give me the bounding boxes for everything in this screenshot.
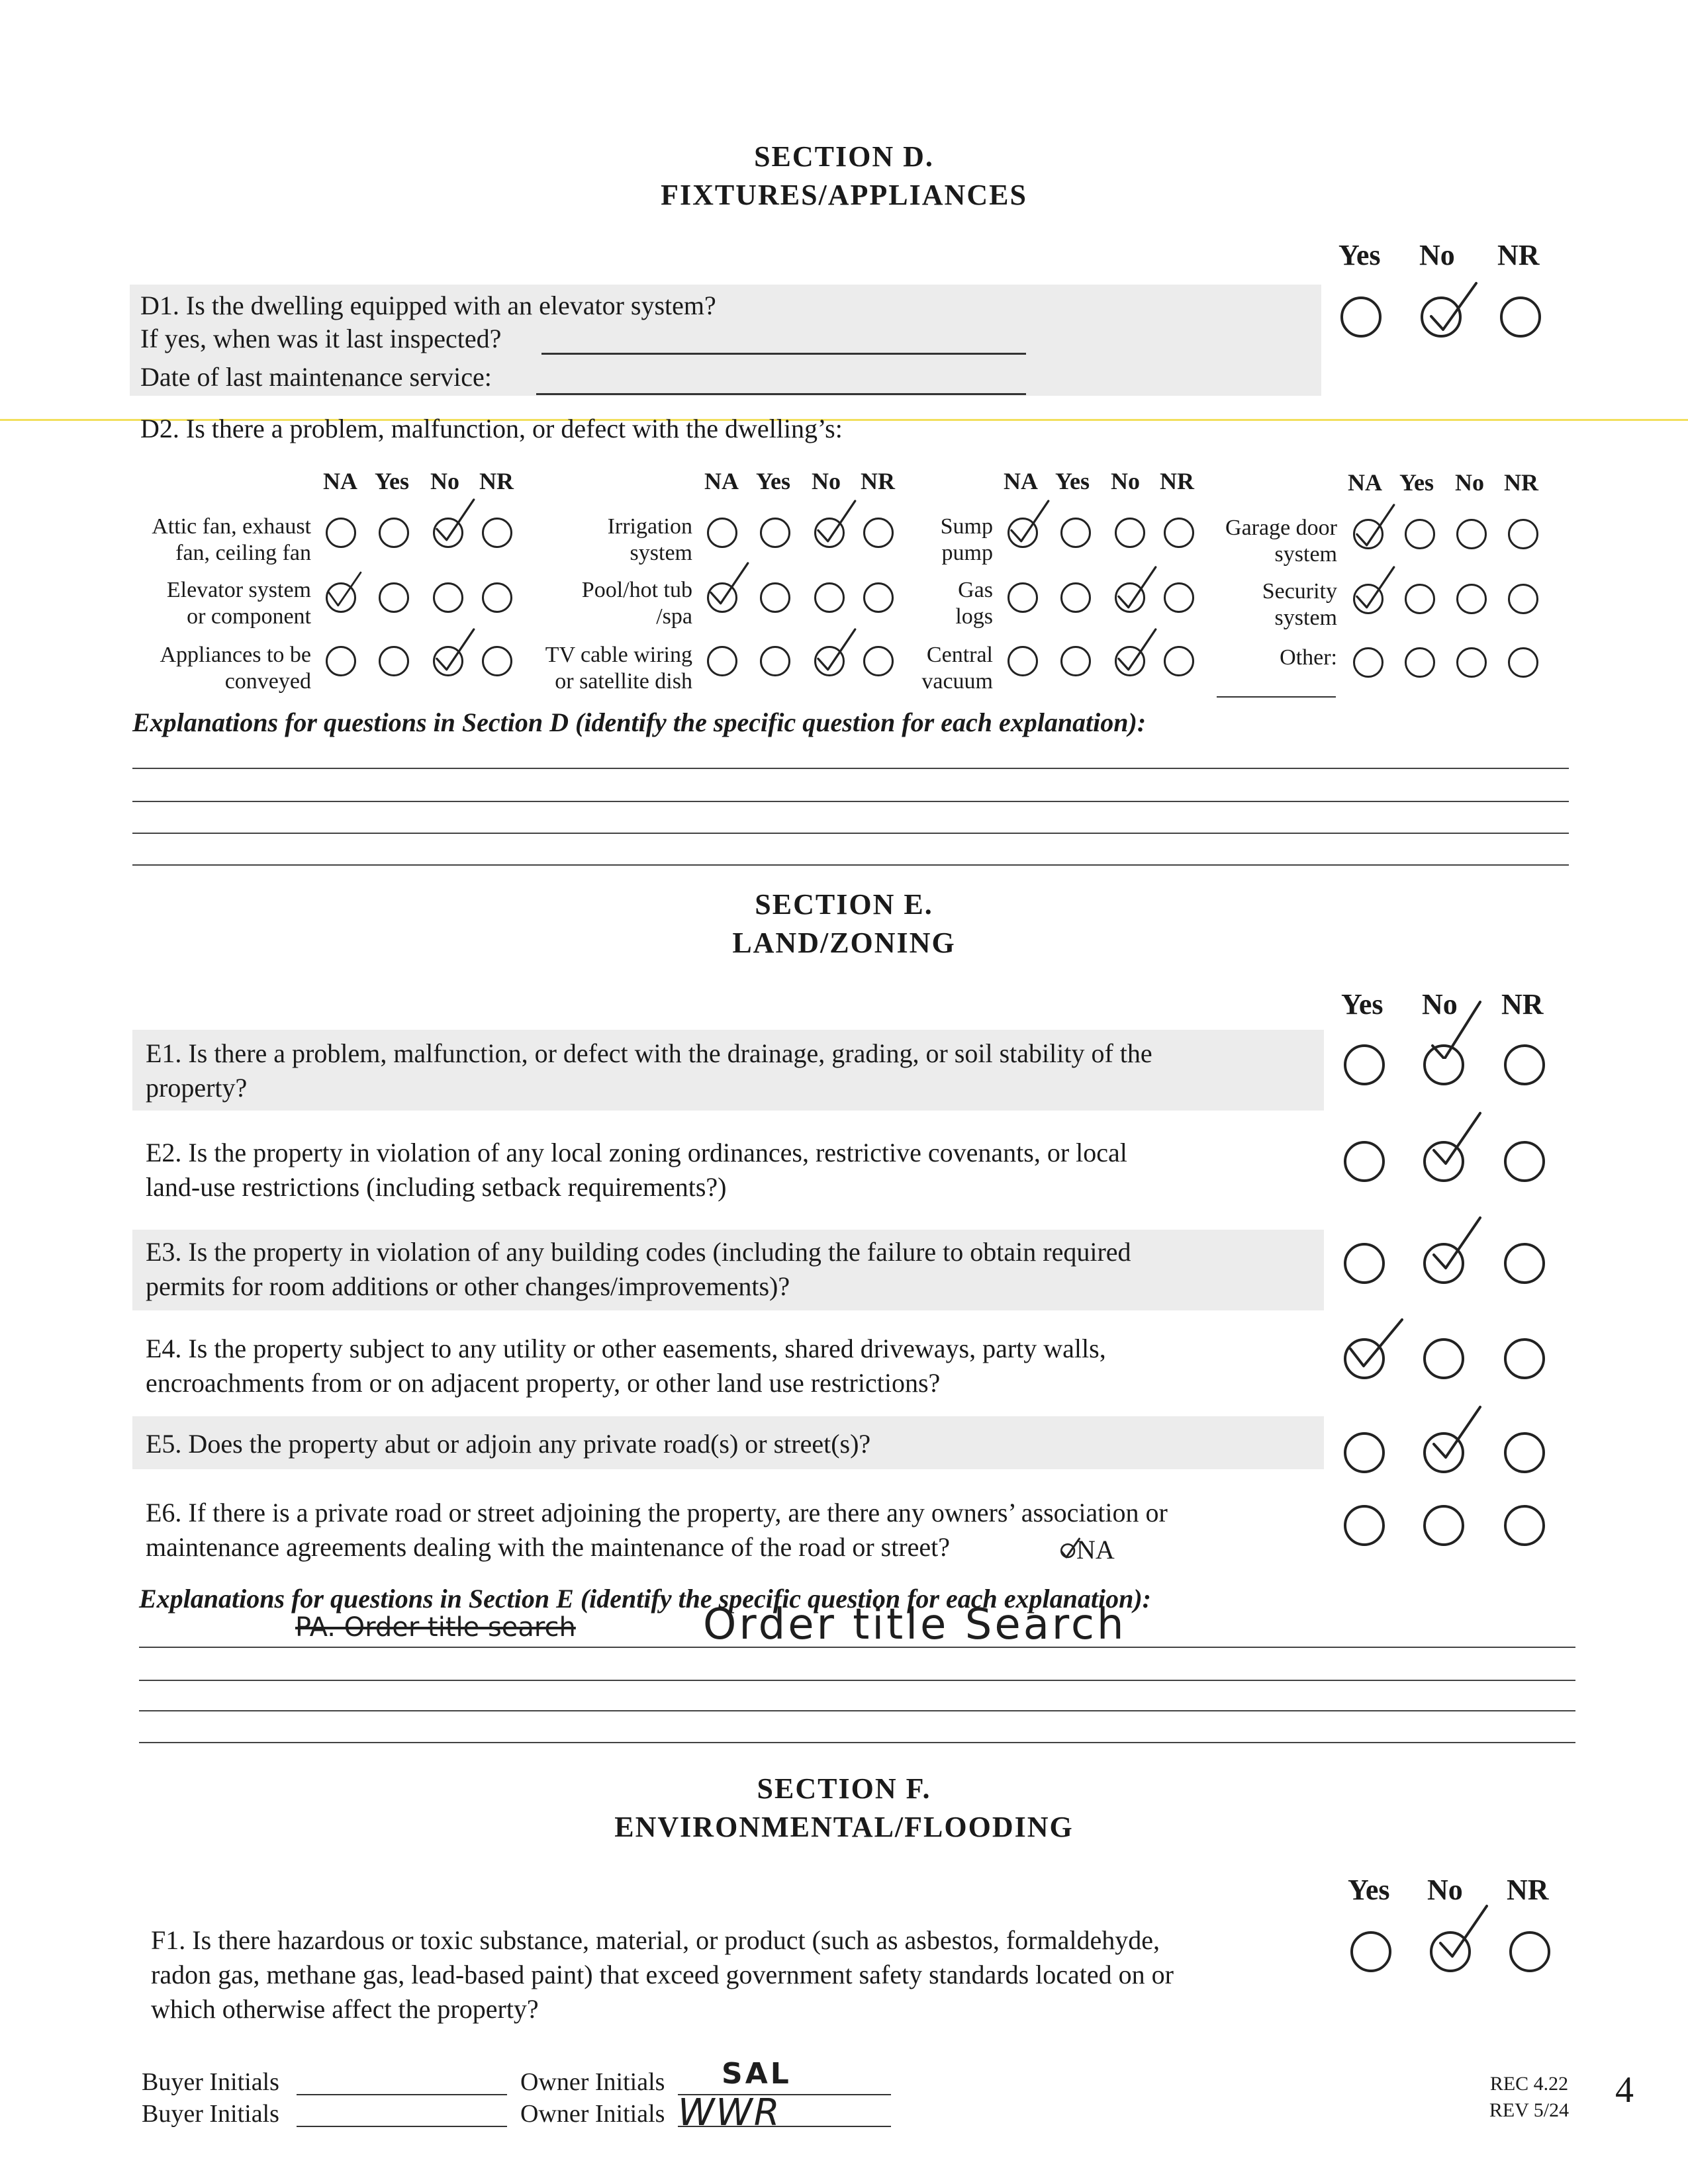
- section-d-col-no: No: [1419, 239, 1455, 271]
- e5-question: E5. Does the property abut or adjoin any private road(s) or street(s)?: [146, 1429, 871, 1459]
- attic-fan-label: Attic fan, exhaust fan, ceiling fan: [152, 514, 311, 565]
- e5-no-radio[interactable]: [1423, 1432, 1464, 1473]
- gas-logs-label: Gas logs: [955, 578, 993, 629]
- buyer-initials-label-2: Buyer Initials: [142, 2100, 279, 2128]
- struck-handwriting: PA. Order title search: [295, 1612, 576, 1643]
- d1-nr-radio[interactable]: [1500, 296, 1541, 338]
- e2-no-radio[interactable]: [1423, 1141, 1464, 1182]
- e2-question-line1: E2. Is the property in violation of any local zoning ordinances, restrictive covenants, or local: [146, 1138, 1127, 1167]
- handwritten-explanation: Order title Search: [703, 1600, 1127, 1649]
- owner-initials-handwriting-1: SAL: [722, 2057, 792, 2091]
- irrigation-no[interactable]: [814, 518, 845, 548]
- other-na[interactable]: [1353, 647, 1383, 678]
- section-e-explanation-line-3[interactable]: [139, 1710, 1575, 1711]
- d1-maintenance-label: Date of last maintenance service:: [140, 362, 492, 392]
- appliances-yes[interactable]: [379, 646, 409, 676]
- section-d-explanation-line-2[interactable]: [132, 801, 1569, 802]
- attic-no[interactable]: [433, 518, 463, 548]
- tv-nr[interactable]: [863, 646, 894, 676]
- g2-col-yes: Yes: [756, 468, 790, 494]
- e5-yes-radio[interactable]: [1344, 1432, 1385, 1473]
- section-e-col-yes: Yes: [1341, 988, 1383, 1021]
- e4-question-line1: E4. Is the property subject to any utility or other easements, shared driveways, party walls,: [146, 1334, 1106, 1363]
- g3-col-na: NA: [1004, 468, 1038, 494]
- e6-question-line1: E6. If there is a private road or street adjoining the property, are there any owners’ association or: [146, 1498, 1168, 1527]
- gas-no[interactable]: [1115, 582, 1145, 613]
- g1-col-na: NA: [323, 468, 357, 494]
- e1-no-radio[interactable]: [1423, 1044, 1464, 1085]
- page-number: 4: [1615, 2070, 1634, 2111]
- e6-na-note: NA: [1076, 1535, 1115, 1565]
- g2-col-na: NA: [704, 468, 739, 494]
- elevator-no[interactable]: [433, 582, 463, 613]
- section-d-explanations-label: Explanations for questions in Section D (identify the specific question for each explanation):: [132, 707, 1147, 737]
- e4-nr-radio[interactable]: [1504, 1338, 1545, 1379]
- e3-question-line2: permits for room additions or other changes/improvements)?: [146, 1271, 790, 1301]
- e6-no-radio[interactable]: [1423, 1505, 1464, 1546]
- tv-cable-label: TV cable wiring or satellite dish: [545, 643, 692, 694]
- owner-initials-label-1: Owner Initials: [520, 2068, 665, 2096]
- pool-nr[interactable]: [863, 582, 894, 613]
- sump-yes[interactable]: [1060, 518, 1091, 548]
- sump-nr[interactable]: [1164, 518, 1194, 548]
- e4-no-radio[interactable]: [1423, 1338, 1464, 1379]
- pool-na[interactable]: [707, 582, 737, 613]
- section-e-explanation-line-1[interactable]: [139, 1647, 1575, 1648]
- other-field[interactable]: [1217, 696, 1336, 698]
- section-d-explanation-line-1[interactable]: [132, 768, 1569, 769]
- sump-no[interactable]: [1115, 518, 1145, 548]
- d1-inspected-field[interactable]: [541, 353, 1026, 355]
- appliances-no[interactable]: [433, 646, 463, 676]
- appliances-label: Appliances to be conveyed: [160, 643, 311, 694]
- security-no[interactable]: [1456, 584, 1487, 614]
- d1-maintenance-field[interactable]: [536, 393, 1026, 395]
- owner-initials-label-2: Owner Initials: [520, 2100, 665, 2128]
- d1-question: D1. Is the dwelling equipped with an elevator system?: [140, 291, 716, 320]
- e3-question-line1: E3. Is the property in violation of any building codes (including the failure to obtain required: [146, 1237, 1131, 1267]
- attic-yes[interactable]: [379, 518, 409, 548]
- d1-yes-radio[interactable]: [1340, 296, 1382, 338]
- buyer-initials-field-2[interactable]: [297, 2126, 507, 2127]
- appliances-nr[interactable]: [482, 646, 512, 676]
- garage-nr[interactable]: [1508, 519, 1538, 549]
- tv-yes[interactable]: [760, 646, 790, 676]
- f1-question-line2: radon gas, methane gas, lead-based paint) that exceed government safety standards located on or: [151, 1960, 1174, 1989]
- buyer-initials-label-1: Buyer Initials: [142, 2068, 279, 2096]
- vacuum-no[interactable]: [1115, 646, 1145, 676]
- g4-col-na: NA: [1348, 469, 1382, 496]
- security-na[interactable]: [1353, 584, 1383, 614]
- tv-no[interactable]: [814, 646, 845, 676]
- pool-no[interactable]: [814, 582, 845, 613]
- section-f-subtitle: ENVIRONMENTAL/FLOODING: [614, 1811, 1074, 1843]
- other-label: Other:: [1280, 645, 1337, 670]
- elevator-na[interactable]: [326, 582, 356, 613]
- d1-inspected-label: If yes, when was it last inspected?: [140, 324, 502, 353]
- buyer-initials-field-1[interactable]: [297, 2094, 507, 2095]
- section-e-explanations-label: Explanations for questions in Section E (identify the specific question for each explanation):: [139, 1584, 1151, 1614]
- gas-na[interactable]: [1008, 582, 1038, 613]
- e6-question-line2: maintenance agreements dealing with the maintenance of the road or street?: [146, 1532, 951, 1562]
- e3-no-radio[interactable]: [1423, 1243, 1464, 1284]
- owner-initials-handwriting-2: WWR: [678, 2091, 781, 2134]
- d1-no-radio[interactable]: [1421, 296, 1462, 338]
- g3-col-yes: Yes: [1055, 468, 1090, 494]
- g2-col-no: No: [812, 468, 841, 494]
- g2-col-nr: NR: [861, 468, 895, 494]
- section-e-subtitle: LAND/ZONING: [732, 927, 956, 959]
- gas-nr[interactable]: [1164, 582, 1194, 613]
- e3-yes-radio[interactable]: [1344, 1243, 1385, 1284]
- other-yes[interactable]: [1405, 647, 1435, 678]
- attic-na[interactable]: [326, 518, 356, 548]
- section-d-col-nr: NR: [1497, 239, 1540, 271]
- security-nr[interactable]: [1508, 584, 1538, 614]
- g4-col-yes: Yes: [1399, 469, 1434, 496]
- g1-col-no: No: [430, 468, 459, 494]
- g3-col-nr: NR: [1160, 468, 1194, 494]
- vacuum-yes[interactable]: [1060, 646, 1091, 676]
- elevator-system-label: Elevator system or component: [166, 578, 311, 629]
- section-d-col-yes: Yes: [1338, 239, 1381, 271]
- e6-yes-radio[interactable]: [1344, 1505, 1385, 1546]
- d2-question: D2. Is there a problem, malfunction, or defect with the dwelling’s:: [140, 414, 843, 443]
- irrigation-label: Irrigation system: [607, 514, 692, 565]
- section-e-col-no: No: [1422, 988, 1458, 1021]
- irrigation-yes[interactable]: [760, 518, 790, 548]
- f1-question-line1: F1. Is there hazardous or toxic substance, material, or product (such as asbestos, formaldehyde,: [151, 1925, 1160, 1955]
- f1-yes-radio[interactable]: [1350, 1931, 1391, 1972]
- vacuum-na[interactable]: [1008, 646, 1038, 676]
- section-e-title: SECTION E.: [755, 888, 933, 921]
- irrigation-na[interactable]: [707, 518, 737, 548]
- section-f-title: SECTION F.: [757, 1772, 931, 1805]
- section-f-col-nr: NR: [1507, 1874, 1549, 1906]
- other-no[interactable]: [1456, 647, 1487, 678]
- section-e-explanation-line-2[interactable]: [139, 1680, 1575, 1681]
- garage-door-label: Garage door system: [1225, 516, 1337, 567]
- form-revision: REV 5/24: [1489, 2099, 1570, 2121]
- g1-col-yes: Yes: [375, 468, 409, 494]
- e1-nr-radio[interactable]: [1504, 1044, 1545, 1085]
- tv-na[interactable]: [707, 646, 737, 676]
- security-yes[interactable]: [1405, 584, 1435, 614]
- section-e-col-nr: NR: [1501, 988, 1544, 1021]
- e1-yes-radio[interactable]: [1344, 1044, 1385, 1085]
- security-system-label: Security system: [1262, 579, 1337, 630]
- section-d-title: SECTION D.: [754, 140, 934, 173]
- e5-nr-radio[interactable]: [1504, 1432, 1545, 1473]
- e3-nr-radio[interactable]: [1504, 1243, 1545, 1284]
- garage-no[interactable]: [1456, 519, 1487, 549]
- section-f-col-yes: Yes: [1348, 1874, 1390, 1906]
- e2-question-line2: land-use restrictions (including setback requirements?): [146, 1172, 727, 1202]
- e1-question-line2: property?: [146, 1073, 248, 1103]
- irrigation-nr[interactable]: [863, 518, 894, 548]
- vacuum-nr[interactable]: [1164, 646, 1194, 676]
- garage-na[interactable]: [1353, 519, 1383, 549]
- attic-nr[interactable]: [482, 518, 512, 548]
- section-d-explanation-line-3[interactable]: [132, 833, 1569, 834]
- e6-nr-radio[interactable]: [1504, 1505, 1545, 1546]
- g3-col-no: No: [1111, 468, 1140, 494]
- e4-yes-radio[interactable]: [1344, 1338, 1385, 1379]
- section-e-explanation-line-4[interactable]: [139, 1742, 1575, 1743]
- other-nr[interactable]: [1508, 647, 1538, 678]
- sump-na[interactable]: [1008, 518, 1038, 548]
- e2-nr-radio[interactable]: [1504, 1141, 1545, 1182]
- f1-nr-radio[interactable]: [1509, 1931, 1550, 1972]
- g4-col-nr: NR: [1504, 469, 1538, 496]
- section-f-col-no: No: [1427, 1874, 1463, 1906]
- pool-yes[interactable]: [760, 582, 790, 613]
- central-vacuum-label: Central vacuum: [921, 643, 993, 694]
- appliances-na[interactable]: [326, 646, 356, 676]
- section-d-explanation-line-4[interactable]: [132, 864, 1569, 866]
- e4-question-line2: encroachments from or on adjacent property, or other land use restrictions?: [146, 1368, 941, 1398]
- section-d-subtitle: FIXTURES/APPLIANCES: [661, 179, 1027, 211]
- f1-question-line3: which otherwise affect the property?: [151, 1994, 539, 2024]
- e1-question-line1: E1. Is there a problem, malfunction, or defect with the drainage, grading, or soil stability of the: [146, 1038, 1152, 1068]
- e2-yes-radio[interactable]: [1344, 1141, 1385, 1182]
- g1-col-nr: NR: [479, 468, 514, 494]
- elevator-nr[interactable]: [482, 582, 512, 613]
- gas-yes[interactable]: [1060, 582, 1091, 613]
- g4-col-no: No: [1455, 469, 1484, 496]
- f1-no-radio[interactable]: [1430, 1931, 1471, 1972]
- sump-pump-label: Sump pump: [940, 514, 993, 565]
- elevator-yes[interactable]: [379, 582, 409, 613]
- form-code: REC 4.22: [1489, 2073, 1569, 2095]
- pool-label: Pool/hot tub /spa: [581, 578, 692, 629]
- garage-yes[interactable]: [1405, 519, 1435, 549]
